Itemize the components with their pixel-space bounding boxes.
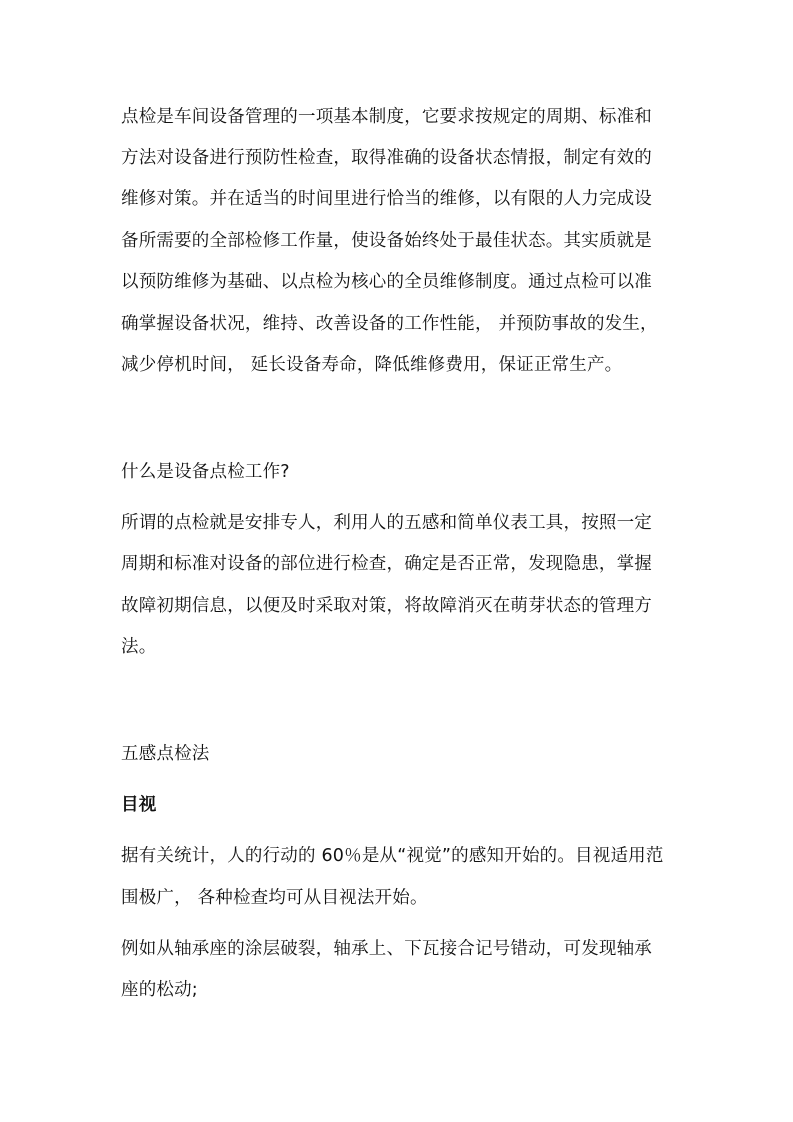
- body-line: 周期和标准对设备的部位进行检查，确定是否正常，发现隐患，掌握: [121, 554, 652, 574]
- body-line: 座的松动;: [121, 980, 198, 1000]
- body-line: 法。: [121, 637, 157, 657]
- intro-line: 维修对策。并在适当的时间里进行恰当的维修，以有限的人力完成设: [121, 189, 652, 209]
- intro-line: 点检是车间设备管理的一项基本制度，它要求按规定的周期、标准和: [121, 107, 652, 127]
- intro-line: 减少停机时间， 延长设备寿命，降低维修费用，保证正常生产。: [121, 355, 623, 375]
- intro-line: 方法对设备进行预防性检查，取得准确的设备状态情报，制定有效的: [121, 148, 652, 168]
- body-line: 据有关统计，人的行动的 60％是从“视觉”的感知开始的。目视适用范: [121, 846, 664, 866]
- body-line: 例如从轴承座的涂层破裂，轴承上、下瓦接合记号错动，可发现轴承: [121, 939, 652, 959]
- body-line: 围极广， 各种检查均可从目视法开始。: [121, 888, 428, 908]
- body-line: 故障初期信息，以便及时采取对策，将故障消灭在萌芽状态的管理方: [121, 596, 652, 616]
- subheading-visual: 目视: [121, 795, 157, 815]
- section-heading: 五感点检法: [121, 744, 210, 764]
- section-heading: 什么是设备点检工作?: [121, 462, 290, 482]
- intro-line: 确掌握设备状况，维持、改善设备的工作性能， 并预防事故的发生，: [121, 314, 658, 334]
- intro-line: 备所需要的全部检修工作量，使设备始终处于最佳状态。其实质就是: [121, 231, 652, 251]
- body-line: 所谓的点检就是安排专人，利用人的五感和简单仪表工具，按照一定: [121, 513, 652, 533]
- intro-line: 以预防维修为基础、以点检为核心的全员维修制度。通过点检可以准: [121, 272, 652, 292]
